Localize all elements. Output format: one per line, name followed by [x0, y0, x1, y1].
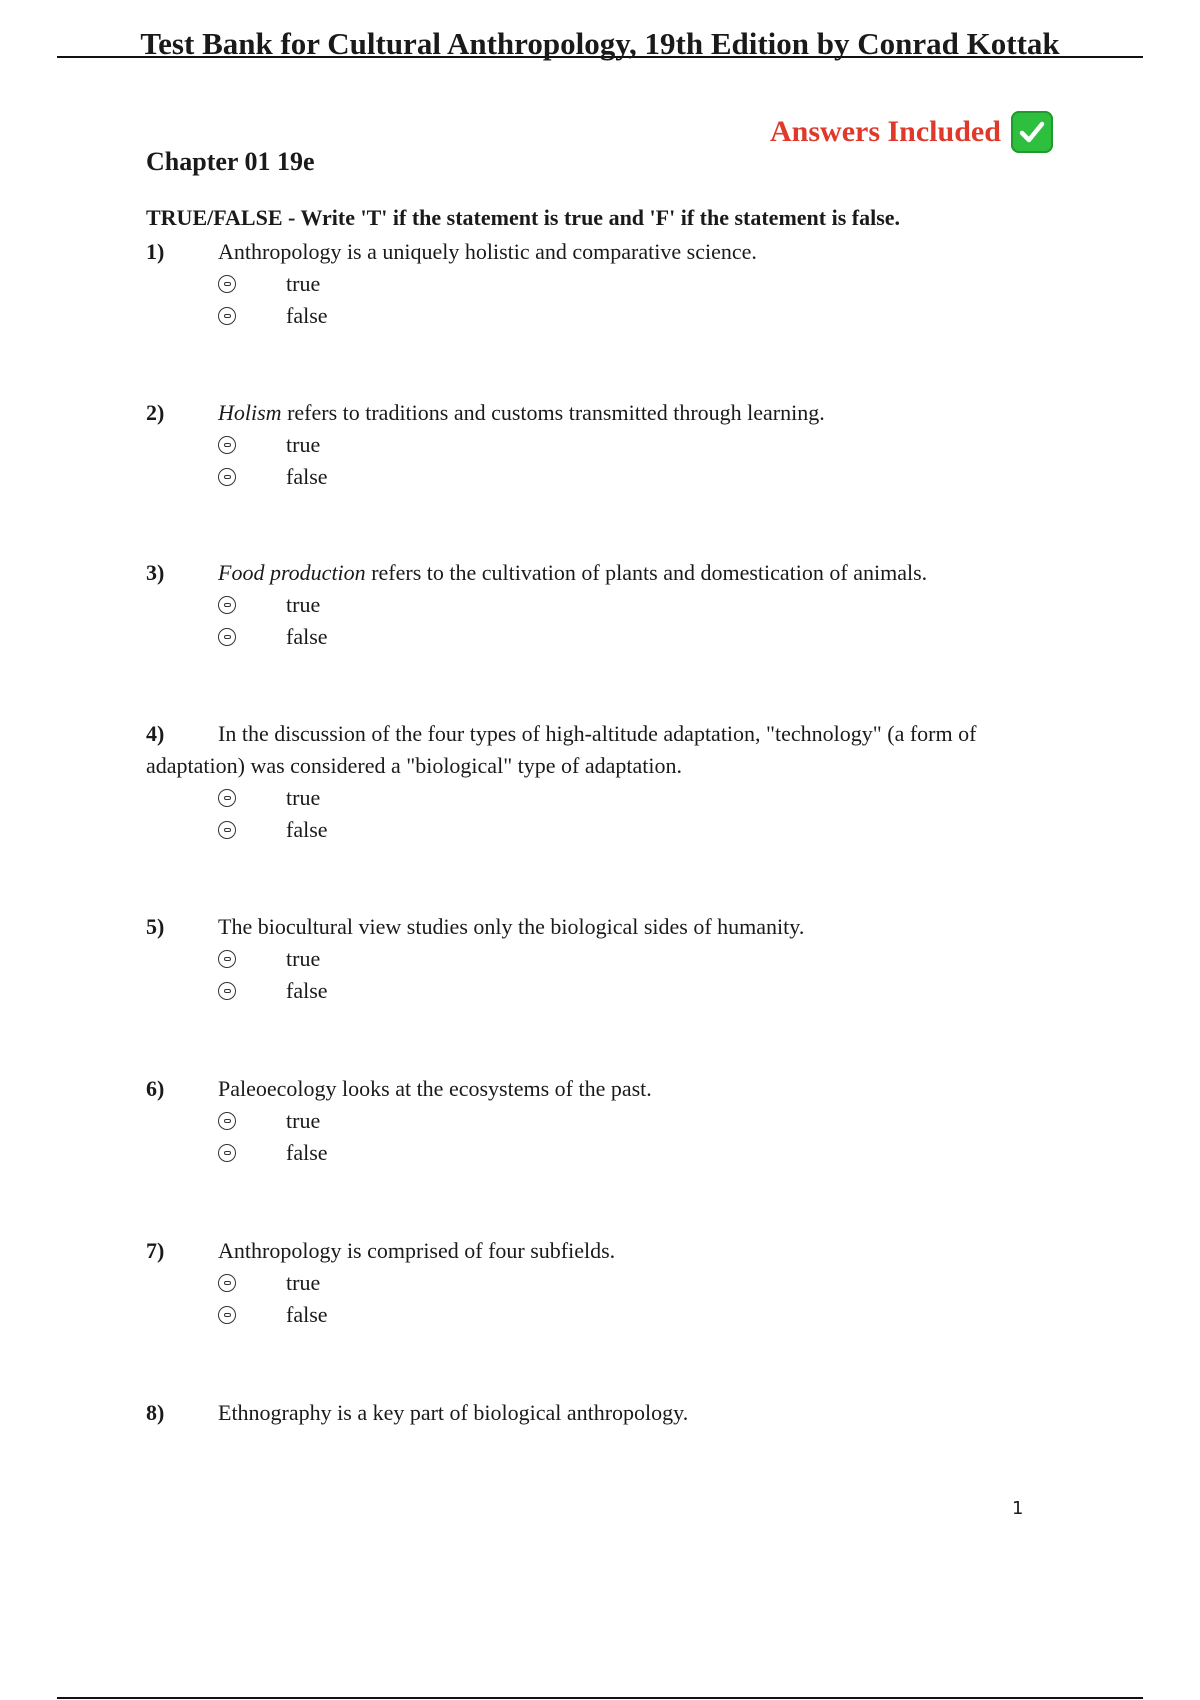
radio-button-icon[interactable]: [218, 275, 236, 293]
radio-dot-icon: [224, 1119, 231, 1123]
radio-dot-icon: [224, 475, 231, 479]
answer-option-label: false: [286, 1140, 328, 1165]
radio-button-icon[interactable]: [218, 1112, 236, 1130]
question-stem: [146, 1397, 1066, 1429]
question-number: 7): [146, 1238, 165, 1263]
question-number: 8): [146, 1400, 165, 1425]
answer-option-false[interactable]: [218, 461, 1066, 493]
answer-options: [146, 782, 1066, 846]
question-number: 4): [146, 721, 165, 746]
radio-button-icon[interactable]: [218, 1144, 236, 1162]
question-text: Paleoecology looks at the ecosystems of the past.: [218, 1076, 652, 1101]
radio-dot-icon: [224, 635, 231, 639]
radio-dot-icon: [224, 796, 231, 800]
radio-dot-icon: [224, 957, 231, 961]
answer-options: [146, 268, 1066, 332]
question-text: Anthropology is a uniquely holistic and comparative science.: [218, 239, 757, 264]
answer-option-label: true: [286, 432, 321, 457]
answer-option-label: false: [286, 978, 328, 1003]
question-item: [146, 911, 1066, 1007]
radio-button-icon[interactable]: [218, 1306, 236, 1324]
answer-option-false[interactable]: [218, 975, 1066, 1007]
document-title: Test Bank for Cultural Anthropology, 19th Edition by Conrad Kottak: [140, 26, 1060, 61]
question-text: The biocultural view studies only the biological sides of humanity.: [218, 914, 805, 939]
question-item: [146, 1073, 1066, 1169]
radio-dot-icon: [224, 314, 231, 318]
question-stem: [146, 1073, 1066, 1105]
radio-button-icon[interactable]: [218, 307, 236, 325]
question-number: 3): [146, 560, 165, 585]
answer-option-label: false: [286, 817, 328, 842]
answer-option-false[interactable]: [218, 300, 1066, 332]
answer-options: [146, 429, 1066, 493]
question-text: refers to traditions and customs transmitted through learning.: [281, 400, 825, 425]
radio-dot-icon: [224, 1313, 231, 1317]
instructions: TRUE/FALSE - Write 'T' if the statement is true and 'F' if the statement is false.: [146, 205, 901, 230]
chapter-heading: Chapter 01 19e: [146, 147, 315, 176]
answer-options: [146, 1105, 1066, 1169]
radio-button-icon[interactable]: [218, 982, 236, 1000]
answer-option-true[interactable]: [218, 268, 1066, 300]
footer-rule: [57, 1697, 1143, 1699]
answers-included-badge: [770, 108, 1053, 156]
radio-dot-icon: [224, 1281, 231, 1285]
question-term: Holism: [218, 400, 282, 425]
question-text: In the discussion of the four types of high-altitude adaptation, "technology" (a form of adaptation) was considered a "biological" type of adaptation.: [146, 721, 977, 778]
question-number: 2): [146, 400, 165, 425]
radio-button-icon[interactable]: [218, 628, 236, 646]
question-term: Food production: [218, 560, 366, 585]
answer-options: [146, 943, 1066, 1007]
radio-dot-icon: [224, 603, 231, 607]
answer-option-label: true: [286, 785, 321, 810]
radio-button-icon[interactable]: [218, 596, 236, 614]
question-text: refers to the cultivation of plants and domestication of animals.: [365, 560, 928, 585]
radio-button-icon[interactable]: [218, 821, 236, 839]
question-stem: [146, 557, 1066, 589]
answer-option-label: false: [286, 303, 328, 328]
answer-option-true[interactable]: [218, 1267, 1066, 1299]
answer-option-label: false: [286, 464, 328, 489]
radio-button-icon[interactable]: [218, 468, 236, 486]
question-item: [146, 1235, 1066, 1331]
radio-dot-icon: [224, 282, 231, 286]
question-text: Anthropology is comprised of four subfields.: [218, 1238, 616, 1263]
answer-option-label: false: [286, 624, 328, 649]
question-number: 5): [146, 914, 165, 939]
answer-option-true[interactable]: [218, 1105, 1066, 1137]
radio-button-icon[interactable]: [218, 436, 236, 454]
radio-button-icon[interactable]: [218, 1274, 236, 1292]
answer-option-label: true: [286, 1270, 321, 1295]
answer-option-true[interactable]: [218, 589, 1066, 621]
answer-option-label: true: [286, 1108, 321, 1133]
radio-button-icon[interactable]: [218, 950, 236, 968]
radio-dot-icon: [224, 443, 231, 447]
question-stem: [146, 1235, 1066, 1267]
radio-button-icon[interactable]: [218, 789, 236, 807]
answer-options: [146, 1267, 1066, 1331]
answer-option-true[interactable]: [218, 429, 1066, 461]
answers-included-text: Answers Included: [770, 115, 1001, 148]
check-mark-icon: [1011, 111, 1053, 153]
answer-option-false[interactable]: [218, 814, 1066, 846]
question-stem: [146, 718, 1066, 782]
answer-option-label: false: [286, 1302, 328, 1327]
question-stem: [146, 911, 1066, 943]
question-item: [146, 1397, 1066, 1429]
question-stem: [146, 397, 1066, 429]
radio-dot-icon: [224, 989, 231, 993]
answer-option-false[interactable]: [218, 621, 1066, 653]
page-number: 1: [1012, 1498, 1024, 1519]
question-item: [146, 397, 1066, 493]
answer-option-label: true: [286, 271, 321, 296]
answer-option-label: true: [286, 592, 321, 617]
question-item: [146, 718, 1066, 846]
question-item: [146, 557, 1066, 653]
answer-options: [146, 589, 1066, 653]
answer-option-false[interactable]: [218, 1299, 1066, 1331]
radio-dot-icon: [224, 828, 231, 832]
answer-option-false[interactable]: [218, 1137, 1066, 1169]
question-item: [146, 236, 1066, 332]
question-text: Ethnography is a key part of biological anthropology.: [218, 1400, 689, 1425]
answer-option-label: true: [286, 946, 321, 971]
question-stem: [146, 236, 1066, 268]
answer-option-true[interactable]: [218, 782, 1066, 814]
answer-option-true[interactable]: [218, 943, 1066, 975]
question-number: 6): [146, 1076, 165, 1101]
radio-dot-icon: [224, 1151, 231, 1155]
question-number: 1): [146, 239, 165, 264]
